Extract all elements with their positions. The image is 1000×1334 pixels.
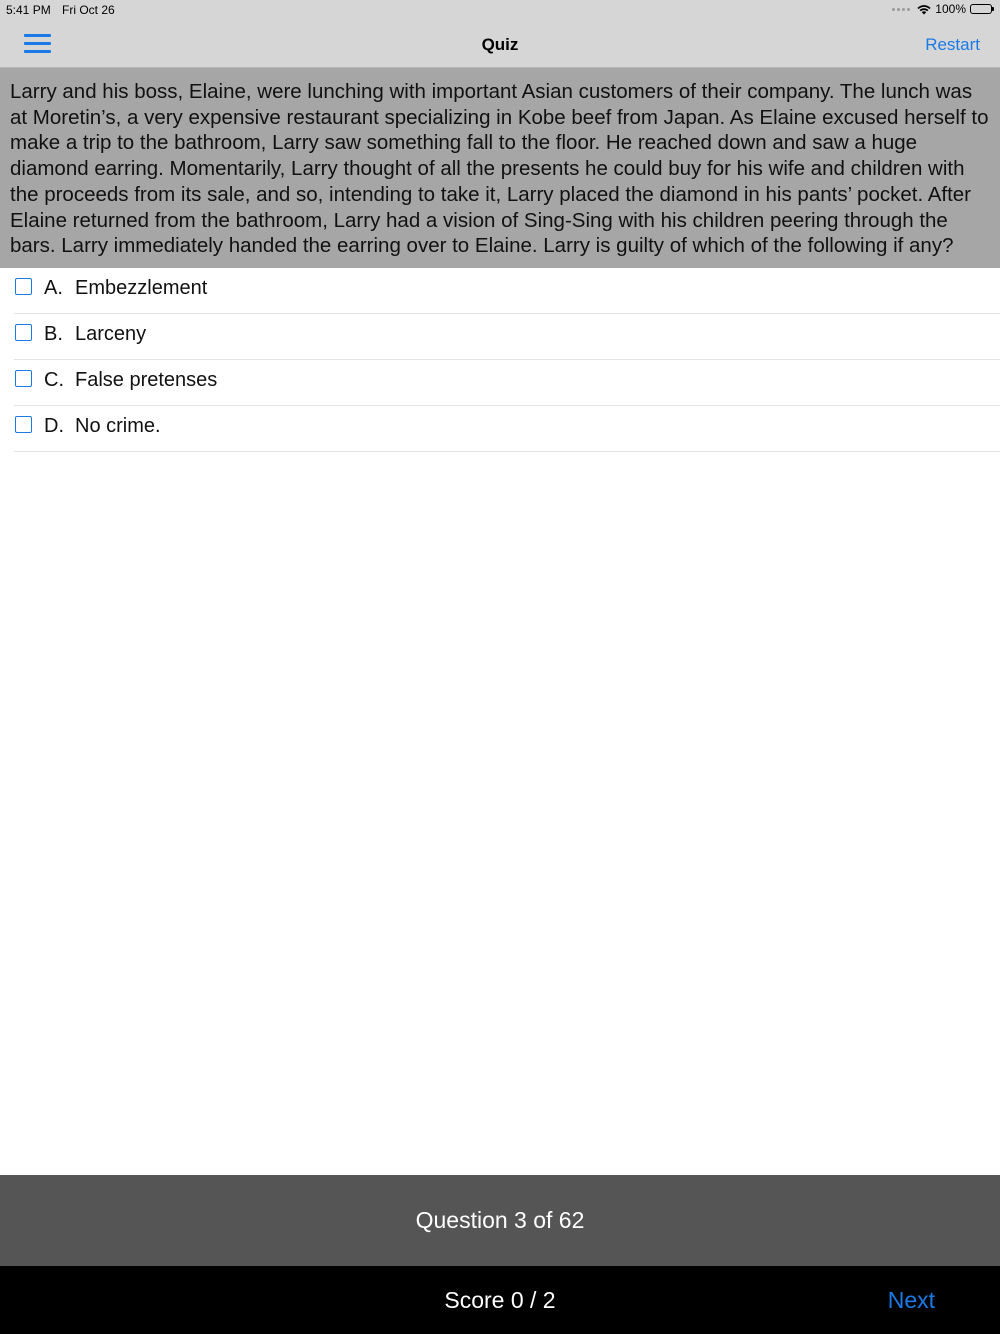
checkbox-icon[interactable] bbox=[15, 370, 32, 387]
answer-option-b[interactable] bbox=[14, 314, 1000, 360]
checkbox-icon[interactable] bbox=[15, 278, 32, 295]
status-indicators bbox=[892, 2, 992, 16]
question-progress: Question 3 of 62 bbox=[0, 1175, 1000, 1266]
answer-option-d[interactable] bbox=[14, 406, 1000, 452]
status-time: 5:41 PM bbox=[6, 3, 51, 17]
answer-label: No crime. bbox=[75, 415, 161, 437]
answer-letter: A. bbox=[44, 277, 63, 299]
answer-label: Embezzlement bbox=[75, 277, 208, 299]
bottom-toolbar bbox=[0, 1266, 1000, 1334]
score-label: Score 0 / 2 bbox=[444, 1287, 556, 1313]
restart-button[interactable]: Restart bbox=[925, 35, 980, 54]
answer-option-c[interactable] bbox=[14, 360, 1000, 406]
battery-percent: 100% bbox=[935, 2, 966, 16]
battery-icon bbox=[970, 4, 992, 14]
answer-letter: C. bbox=[44, 369, 64, 391]
question-text: Larry and his boss, Elaine, were lunching with important Asian customers of their company. The lunch was at Moretin’s, a very expensive restaurant specializing in Kobe beef from Japan. As Elaine excused herself to make a trip to the bathroom, Larry saw something fall to the floor. He reached down and saw a huge diamond earring. Momentarily, Larry thought of all the presents he could buy for his wife and children with the proceeds from its sale, and so, intending to take it, Larry placed the diamond in his pants’ pocket. After Elaine returned from the bathroom, Larry had a vision of Sing-Sing with his children peering through the bars. Larry immediately handed the earring over to Elaine. Larry is guilty of which of the following if any? bbox=[0, 68, 1000, 268]
answer-list bbox=[0, 268, 1000, 452]
checkbox-icon[interactable] bbox=[15, 416, 32, 433]
answer-label: False pretenses bbox=[75, 369, 218, 391]
answer-label: Larceny bbox=[75, 323, 147, 345]
signal-icon bbox=[892, 8, 910, 11]
navigation-header bbox=[0, 0, 1000, 68]
answer-letter: D. bbox=[44, 415, 64, 437]
status-date: Fri Oct 26 bbox=[62, 3, 115, 17]
answer-option-a[interactable] bbox=[14, 268, 1000, 314]
wifi-icon bbox=[917, 4, 931, 15]
answer-letter: B. bbox=[44, 323, 63, 345]
page-title: Quiz bbox=[481, 35, 519, 54]
checkbox-icon[interactable] bbox=[15, 324, 32, 341]
next-button[interactable]: Next bbox=[887, 1287, 935, 1313]
